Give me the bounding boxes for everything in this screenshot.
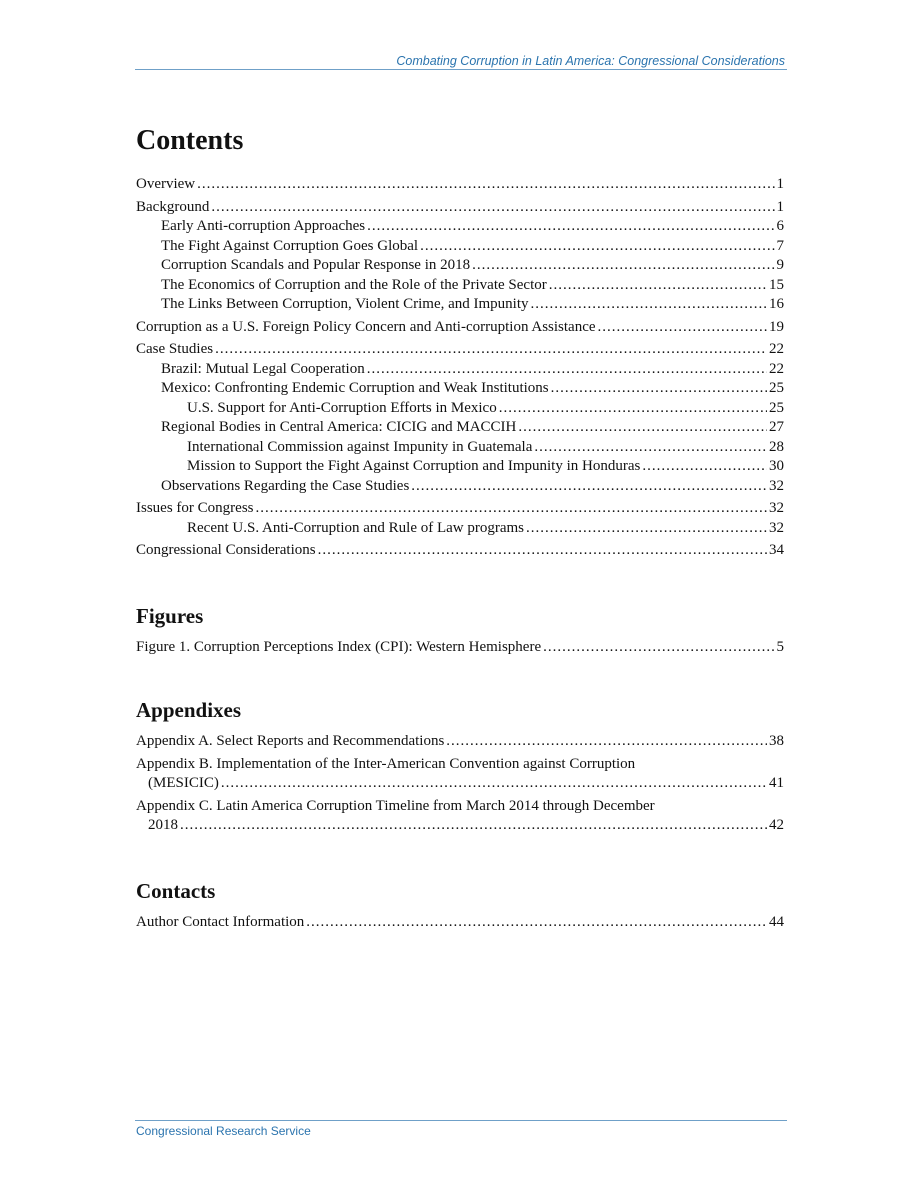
toc-entry-title: Observations Regarding the Case Studies	[161, 477, 410, 494]
toc-entry-title: The Links Between Corruption, Violent Crime, and Impunity	[161, 296, 529, 312]
contacts-heading: Contacts	[136, 878, 216, 903]
dot-leader	[531, 295, 767, 315]
toc-entry-page: 32	[769, 477, 784, 494]
toc-entry[interactable]	[136, 797, 784, 836]
toc-entry-page: 22	[769, 341, 784, 357]
toc-entry[interactable]	[136, 217, 784, 237]
toc-entry-title: Background	[136, 198, 210, 215]
toc-entry-title: Appendix C. Latin America Corruption Timeline from March 2014 through December	[136, 797, 655, 814]
toc-entry-page: 5	[776, 638, 784, 655]
contacts-section	[136, 878, 784, 933]
toc-entry-title: Regional Bodies in Central America: CICIG and MACCIH	[161, 419, 517, 435]
toc-entry[interactable]	[136, 295, 784, 315]
toc-entry-page: 16	[769, 296, 784, 312]
toc-entry[interactable]	[136, 198, 784, 218]
toc-entry-page: 30	[769, 458, 784, 474]
figures-section	[136, 603, 784, 658]
footer-text: Congressional Research Service	[136, 1124, 311, 1138]
toc-entry-page: 42	[769, 817, 784, 833]
toc-entry[interactable]	[136, 276, 784, 296]
toc-entry-title: U.S. Support for Anti-Corruption Efforts in Mexico	[187, 399, 497, 416]
toc-entry-page: 22	[769, 360, 784, 377]
toc-entry-title: The Economics of Corruption and the Role of the Private Sector	[161, 276, 547, 293]
dot-leader	[534, 438, 767, 458]
toc-entry-title: Issues for Congress	[136, 500, 254, 516]
contents-heading: Contents	[136, 125, 244, 156]
toc-entry[interactable]	[136, 438, 784, 458]
toc-entry-title: Early Anti-corruption Approaches	[161, 218, 366, 234]
page-footer	[135, 1120, 787, 1138]
toc-entry-page: 32	[769, 500, 784, 516]
toc-entry[interactable]	[136, 638, 784, 658]
toc-entry-title: 2018	[148, 817, 178, 833]
toc-entry[interactable]	[136, 499, 784, 519]
toc-entry-title: The Fight Against Corruption Goes Global	[161, 237, 419, 254]
toc-entry[interactable]	[136, 237, 784, 257]
toc-entry[interactable]	[136, 519, 784, 539]
toc-entry-page: 6	[776, 218, 784, 234]
toc-entry[interactable]	[136, 732, 784, 752]
toc-entry[interactable]	[136, 360, 784, 380]
toc-entry-page: 19	[769, 318, 784, 335]
toc-entry-page: 38	[769, 733, 784, 749]
toc-entry[interactable]	[136, 418, 784, 438]
dot-leader	[551, 379, 767, 399]
toc-entry-title: Author Contact Information	[136, 913, 305, 930]
toc-entry-title: Case Studies	[136, 341, 214, 357]
dot-leader	[642, 457, 767, 477]
toc-entry[interactable]	[136, 318, 784, 338]
toc-entry[interactable]	[136, 913, 784, 933]
toc-entry[interactable]	[136, 340, 784, 360]
dot-leader	[543, 638, 774, 658]
figures-list	[136, 638, 784, 658]
toc-entry-page: 34	[769, 542, 784, 558]
toc-entry-title: Mission to Support the Fight Against Corruption and Impunity in Honduras	[187, 458, 641, 474]
toc-entry-page: 41	[769, 775, 784, 791]
appendixes-list	[136, 732, 784, 836]
dot-leader	[180, 816, 767, 836]
dot-leader	[215, 340, 767, 360]
toc-entry-page: 27	[769, 419, 784, 435]
toc-entry-page: 32	[769, 519, 784, 536]
toc-entry[interactable]	[136, 256, 784, 276]
toc-entry-title: Appendix B. Implementation of the Inter-American Convention against Corruption	[136, 755, 636, 772]
toc-entry-page: 44	[769, 913, 784, 930]
dot-leader	[518, 418, 767, 438]
toc-entry[interactable]	[136, 399, 784, 419]
dot-leader	[411, 477, 767, 497]
toc-entry-title: Brazil: Mutual Legal Cooperation	[161, 360, 365, 377]
dot-leader	[367, 360, 767, 380]
toc-entry[interactable]	[136, 457, 784, 477]
appendixes-heading: Appendixes	[136, 698, 242, 722]
running-header-title: Combating Corruption in Latin America: Congressional Considerations	[396, 54, 785, 68]
dot-leader	[472, 256, 774, 276]
dot-leader	[446, 732, 767, 752]
toc-entry[interactable]	[136, 477, 784, 497]
contents-list	[136, 175, 784, 561]
dot-leader	[197, 175, 774, 195]
toc-entry-page: 1	[776, 176, 784, 192]
toc-entry-title: Corruption as a U.S. Foreign Policy Concern and Anti-corruption Assistance	[136, 318, 596, 335]
toc-entry-page: 1	[776, 198, 784, 215]
toc-entry[interactable]	[136, 175, 784, 195]
toc-entry-continuation	[136, 816, 784, 836]
toc-entry[interactable]	[136, 755, 784, 794]
dot-leader	[318, 541, 767, 561]
dot-leader	[221, 774, 767, 794]
contacts-list	[136, 913, 784, 933]
toc-entry-continuation	[136, 774, 784, 794]
dot-leader	[526, 519, 767, 539]
toc-entry-page: 15	[769, 276, 784, 293]
dot-leader	[598, 318, 767, 338]
toc-entry-title: International Commission against Impunity in Guatemala	[187, 438, 533, 455]
dot-leader	[549, 276, 767, 296]
dot-leader	[367, 217, 774, 237]
toc-entry-page: 25	[769, 380, 784, 396]
toc-entry-title: Corruption Scandals and Popular Response in 2018	[161, 257, 471, 273]
dot-leader	[420, 237, 774, 257]
dot-leader	[499, 399, 767, 419]
toc-entry-title: Appendix A. Select Reports and Recommendations	[136, 733, 445, 749]
toc-entry[interactable]	[136, 379, 784, 399]
toc-entry-title: Figure 1. Corruption Perceptions Index (CPI): Western Hemisphere	[136, 638, 542, 655]
dot-leader	[306, 913, 767, 933]
toc-entry-page: 25	[769, 399, 784, 416]
appendixes-section	[136, 697, 784, 836]
toc-entry-page: 9	[776, 257, 784, 273]
dot-leader	[256, 499, 768, 519]
toc-entry-title: Recent U.S. Anti-Corruption and Rule of Law programs	[187, 519, 525, 536]
figures-heading: Figures	[136, 603, 204, 628]
toc-entry-title: Mexico: Confronting Endemic Corruption and Weak Institutions	[161, 380, 549, 396]
toc-entry-title: (MESICIC)	[148, 775, 219, 791]
toc-entry-title: Overview	[136, 176, 196, 192]
toc-entry[interactable]	[136, 541, 784, 561]
toc-entry-title: Congressional Considerations	[136, 542, 316, 558]
running-header	[135, 53, 787, 70]
dot-leader	[211, 198, 774, 218]
toc-entry-page: 7	[776, 237, 784, 254]
table-of-contents-page	[136, 124, 784, 932]
toc-entry-page: 28	[769, 438, 784, 455]
